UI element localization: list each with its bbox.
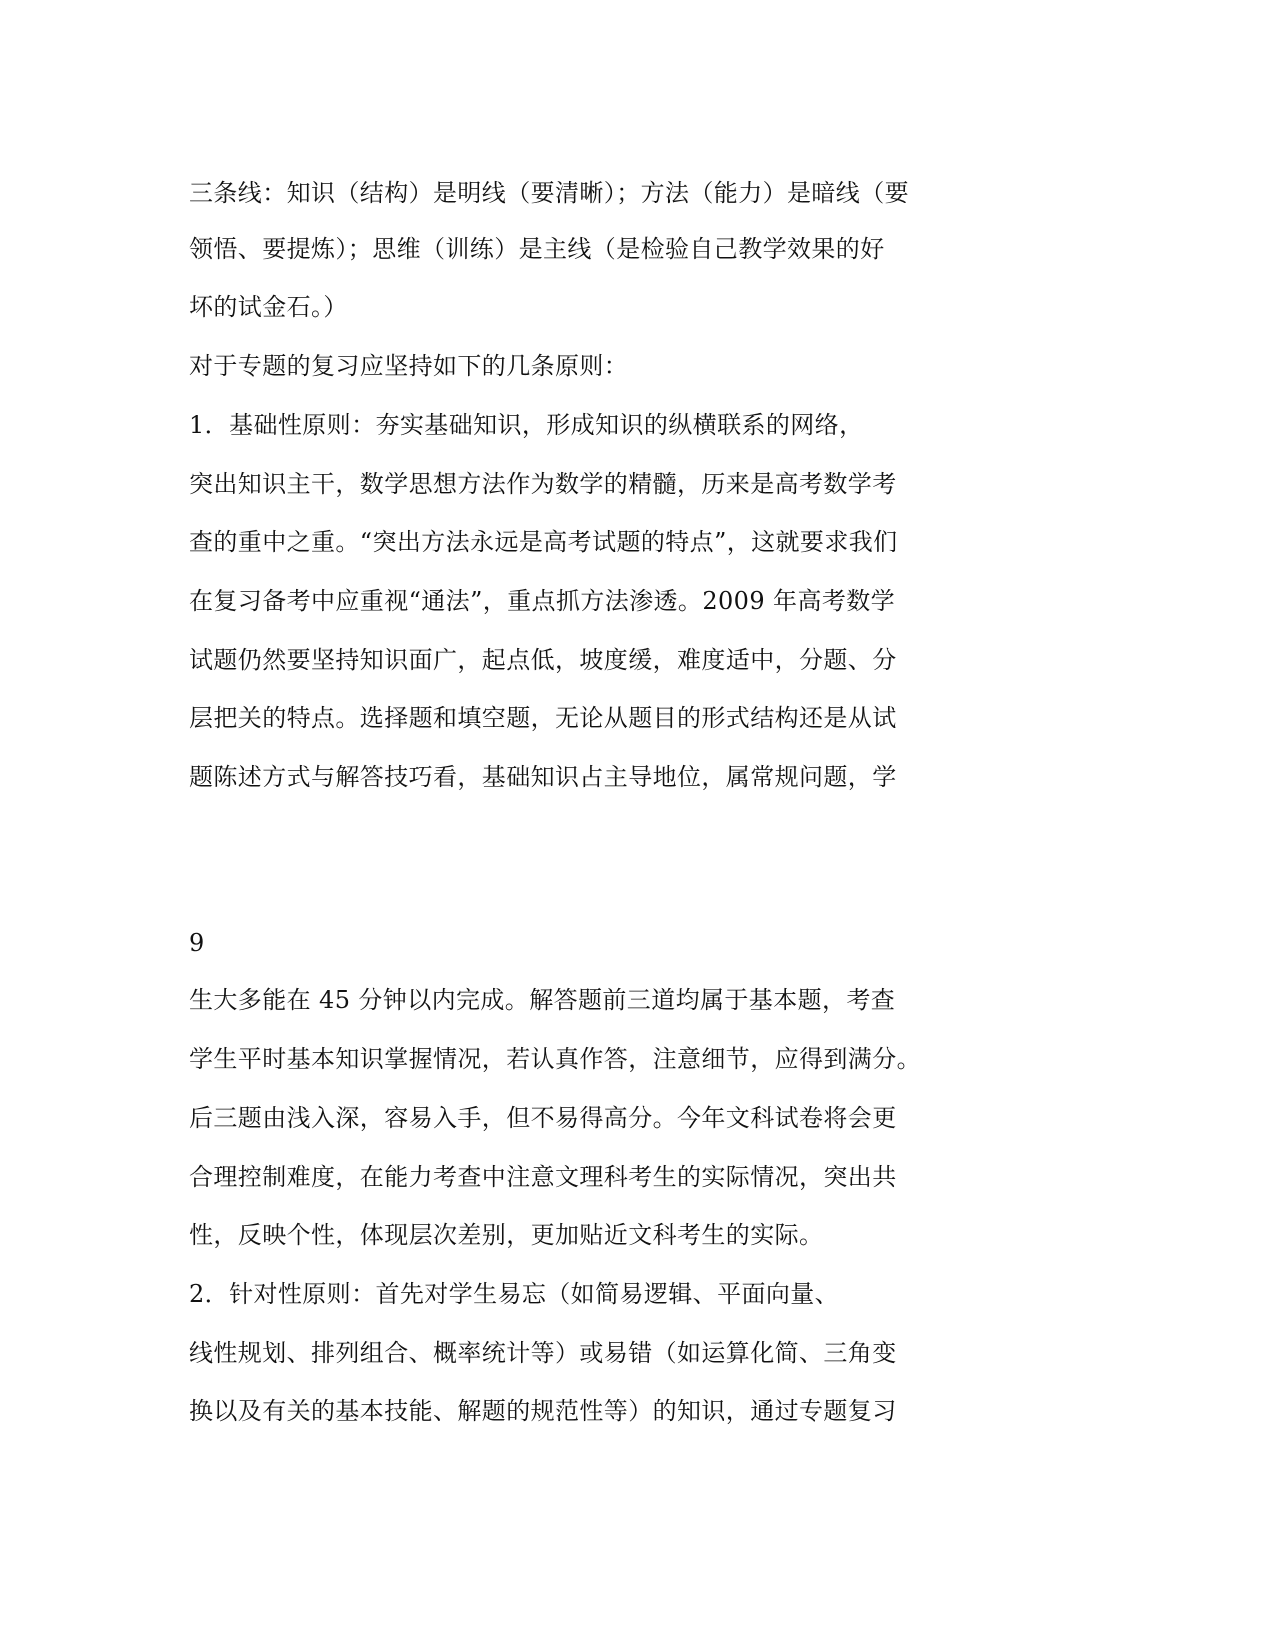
text-line: 三条线：知识（结构）是明线（要清晰）；方法（能力）是暗线（要 [189,179,909,207]
text-line: 2．针对性原则：首先对学生易忘（如简易逻辑、平面向量、 [189,1280,840,1308]
text-line: 查的重中之重。“突出方法永远是高考试题的特点”，这就要求我们 [189,528,898,556]
text-line: 试题仍然要坚持知识面广，起点低，坡度缓，难度适中，分题、分 [189,646,897,674]
text-line: 线性规划、排列组合、概率统计等）或易错（如运算化简、三角变 [189,1339,897,1367]
text-line: 在复习备考中应重视“通法”，重点抓方法渗透。2009 年高考数学 [189,587,896,615]
text-line: 突出知识主干，数学思想方法作为数学的精髓，历来是高考数学考 [189,470,897,498]
text-line: 领悟、要提炼）；思维（训练）是主线（是检验自己教学效果的好 [189,235,885,263]
text-line: 坏的试金石。） [189,293,348,321]
text-line: 合理控制难度，在能力考查中注意文理科考生的实际情况，突出共 [189,1163,897,1191]
text-line: 换以及有关的基本技能、解题的规范性等）的知识，通过专题复习 [189,1397,897,1425]
text-line: 性，反映个性，体现层次差别，更加贴近文科考生的实际。 [189,1221,824,1249]
page-number: 9 [189,929,205,957]
text-line: 后三题由浅入深，容易入手，但不易得高分。今年文科试卷将会更 [189,1104,897,1132]
text-line: 学生平时基本知识掌握情况，若认真作答，注意细节，应得到满分。 [189,1045,921,1073]
text-line: 题陈述方式与解答技巧看，基础知识占主导地位，属常规问题，学 [189,763,897,791]
text-line: 对于专题的复习应坚持如下的几条原则： [189,352,629,380]
text-line: 1．基础性原则：夯实基础知识，形成知识的纵横联系的网络， [189,411,864,439]
text-line: 层把关的特点。选择题和填空题，无论从题目的形式结构还是从试 [189,704,897,732]
text-line: 生大多能在 45 分钟以内完成。解答题前三道均属于基本题，考查 [189,986,896,1014]
